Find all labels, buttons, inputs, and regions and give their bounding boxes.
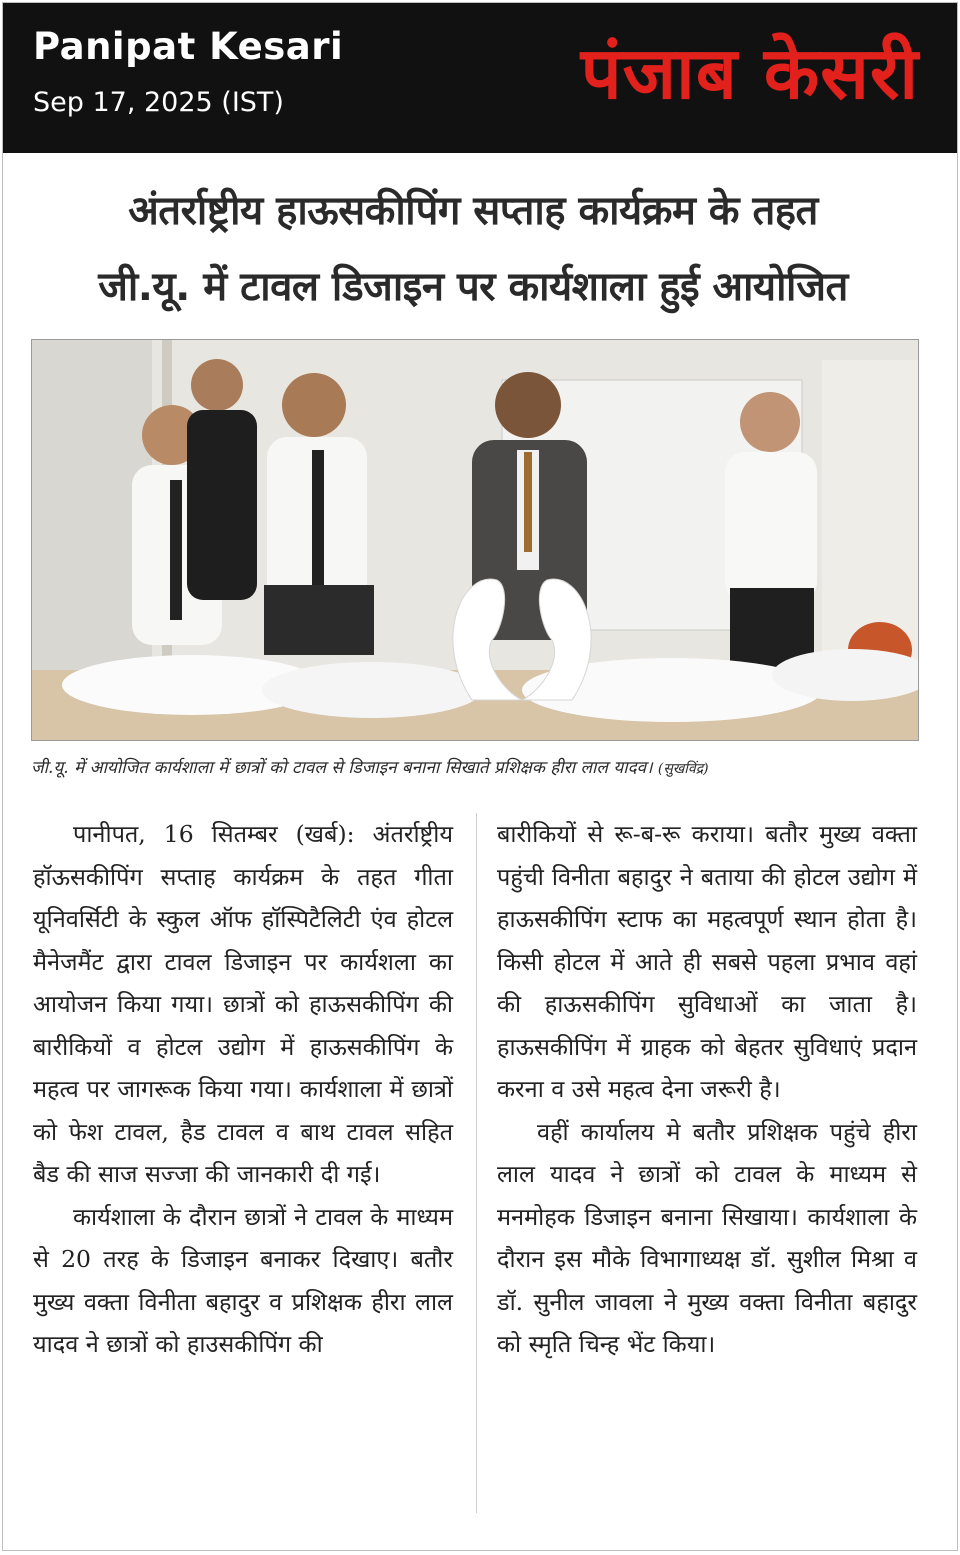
photo-caption: [31, 755, 919, 778]
right-column: [497, 813, 917, 1366]
paragraph: बारीकियों से रू-ब-रू कराया। बतौर मुख्य वक्ता पहुंची विनीता बहादुर ने बताया की होटल उद्योग में हाऊसकीपिंग स्टाफ का महत्वपूर्ण स्थान होता है। किसी होटल में आते ही सबसे पहला प्रभाव वहां की हाऊसकीपिंग सुविधाओं का जाता है। हाऊसकीपिंग में ग्राहक को बेहतर सुविधाएं प्रदान करना व उसे महत्व देना जरूरी है।: [497, 820, 917, 1103]
article: [27, 173, 919, 1358]
article-photo: [31, 339, 919, 741]
photo-illustration: [32, 340, 918, 740]
newspaper-clipping: [2, 2, 958, 1551]
paragraph: कार्यशाला के दौरान छात्रों ने टावल के माध्यम से 20 तरह के डिजाइन बनाकर दिखाए। बतौर मुख्य वक्ता विनीता बहादुर व प्रशिक्षक हीरा लाल यादव ने छात्रों को हाउसकीपिंग की: [33, 1202, 453, 1358]
caption-text: जी.यू. में आयोजित कार्यशाला में छात्रों को टावल से डिजाइन बनाना सिखाते प्रशिक्षक हीरा लाल यादव।: [31, 758, 653, 778]
headline-line-2: जी.यू. में टावल डिजाइन पर कार्यशाला हुई आयोजित: [98, 264, 848, 310]
headline: [27, 173, 919, 325]
headline-line-1: अंतर्राष्ट्रीय हाऊसकीपिंग सप्ताह कार्यक्रम के तहत: [128, 188, 818, 234]
source-name: Panipat Kesari: [33, 25, 344, 68]
header-bar: [3, 3, 957, 153]
left-column: [33, 813, 453, 1366]
photo-credit: (सुखविंद्र): [657, 761, 709, 777]
newspaper-logo: पंजाब केसरी: [580, 31, 919, 115]
paragraph: वहीं कार्यालय मे बतौर प्रशिक्षक पहुंचे हीरा लाल यादव ने छात्रों को टावल के माध्यम से मनमोहक डिजाइन बनाना सिखाया। कार्यशाला के दौरान इस मौके विभागाध्यक्ष डॉ. सुशील मिश्रा व डॉ. सुनील जावला ने मुख्य वक्ता विनीता बहादुर को स्मृति चिन्ह भेंट किया।: [497, 1117, 917, 1358]
article-body: [27, 813, 919, 1543]
column-divider: [476, 813, 477, 1513]
paragraph: पानीपत, 16 सितम्बर (खर्ब): अंतर्राष्ट्रीय हॉऊसकीपिंग सप्ताह कार्यक्रम के तहत गीता यूनिवर्सिटी के स्कुल ऑफ हॉस्पिटैलिटी एंव होटल मैनेजमैंट द्वारा टावल डिजाइन पर कार्यशला का आयोजन किया गया। छात्रों को हाऊसकीपिंग की बारीकियों व होटल उद्योग में हाऊसकीपिंग के महत्व पर जागरूक किया गया। कार्यशाला में छात्रों को फेश टावल, हैड टावल व बाथ टावल सहित बैड की साज सज्जा की जानकारी दी गई।: [33, 820, 453, 1188]
publication-date: Sep 17, 2025 (IST): [33, 87, 284, 118]
